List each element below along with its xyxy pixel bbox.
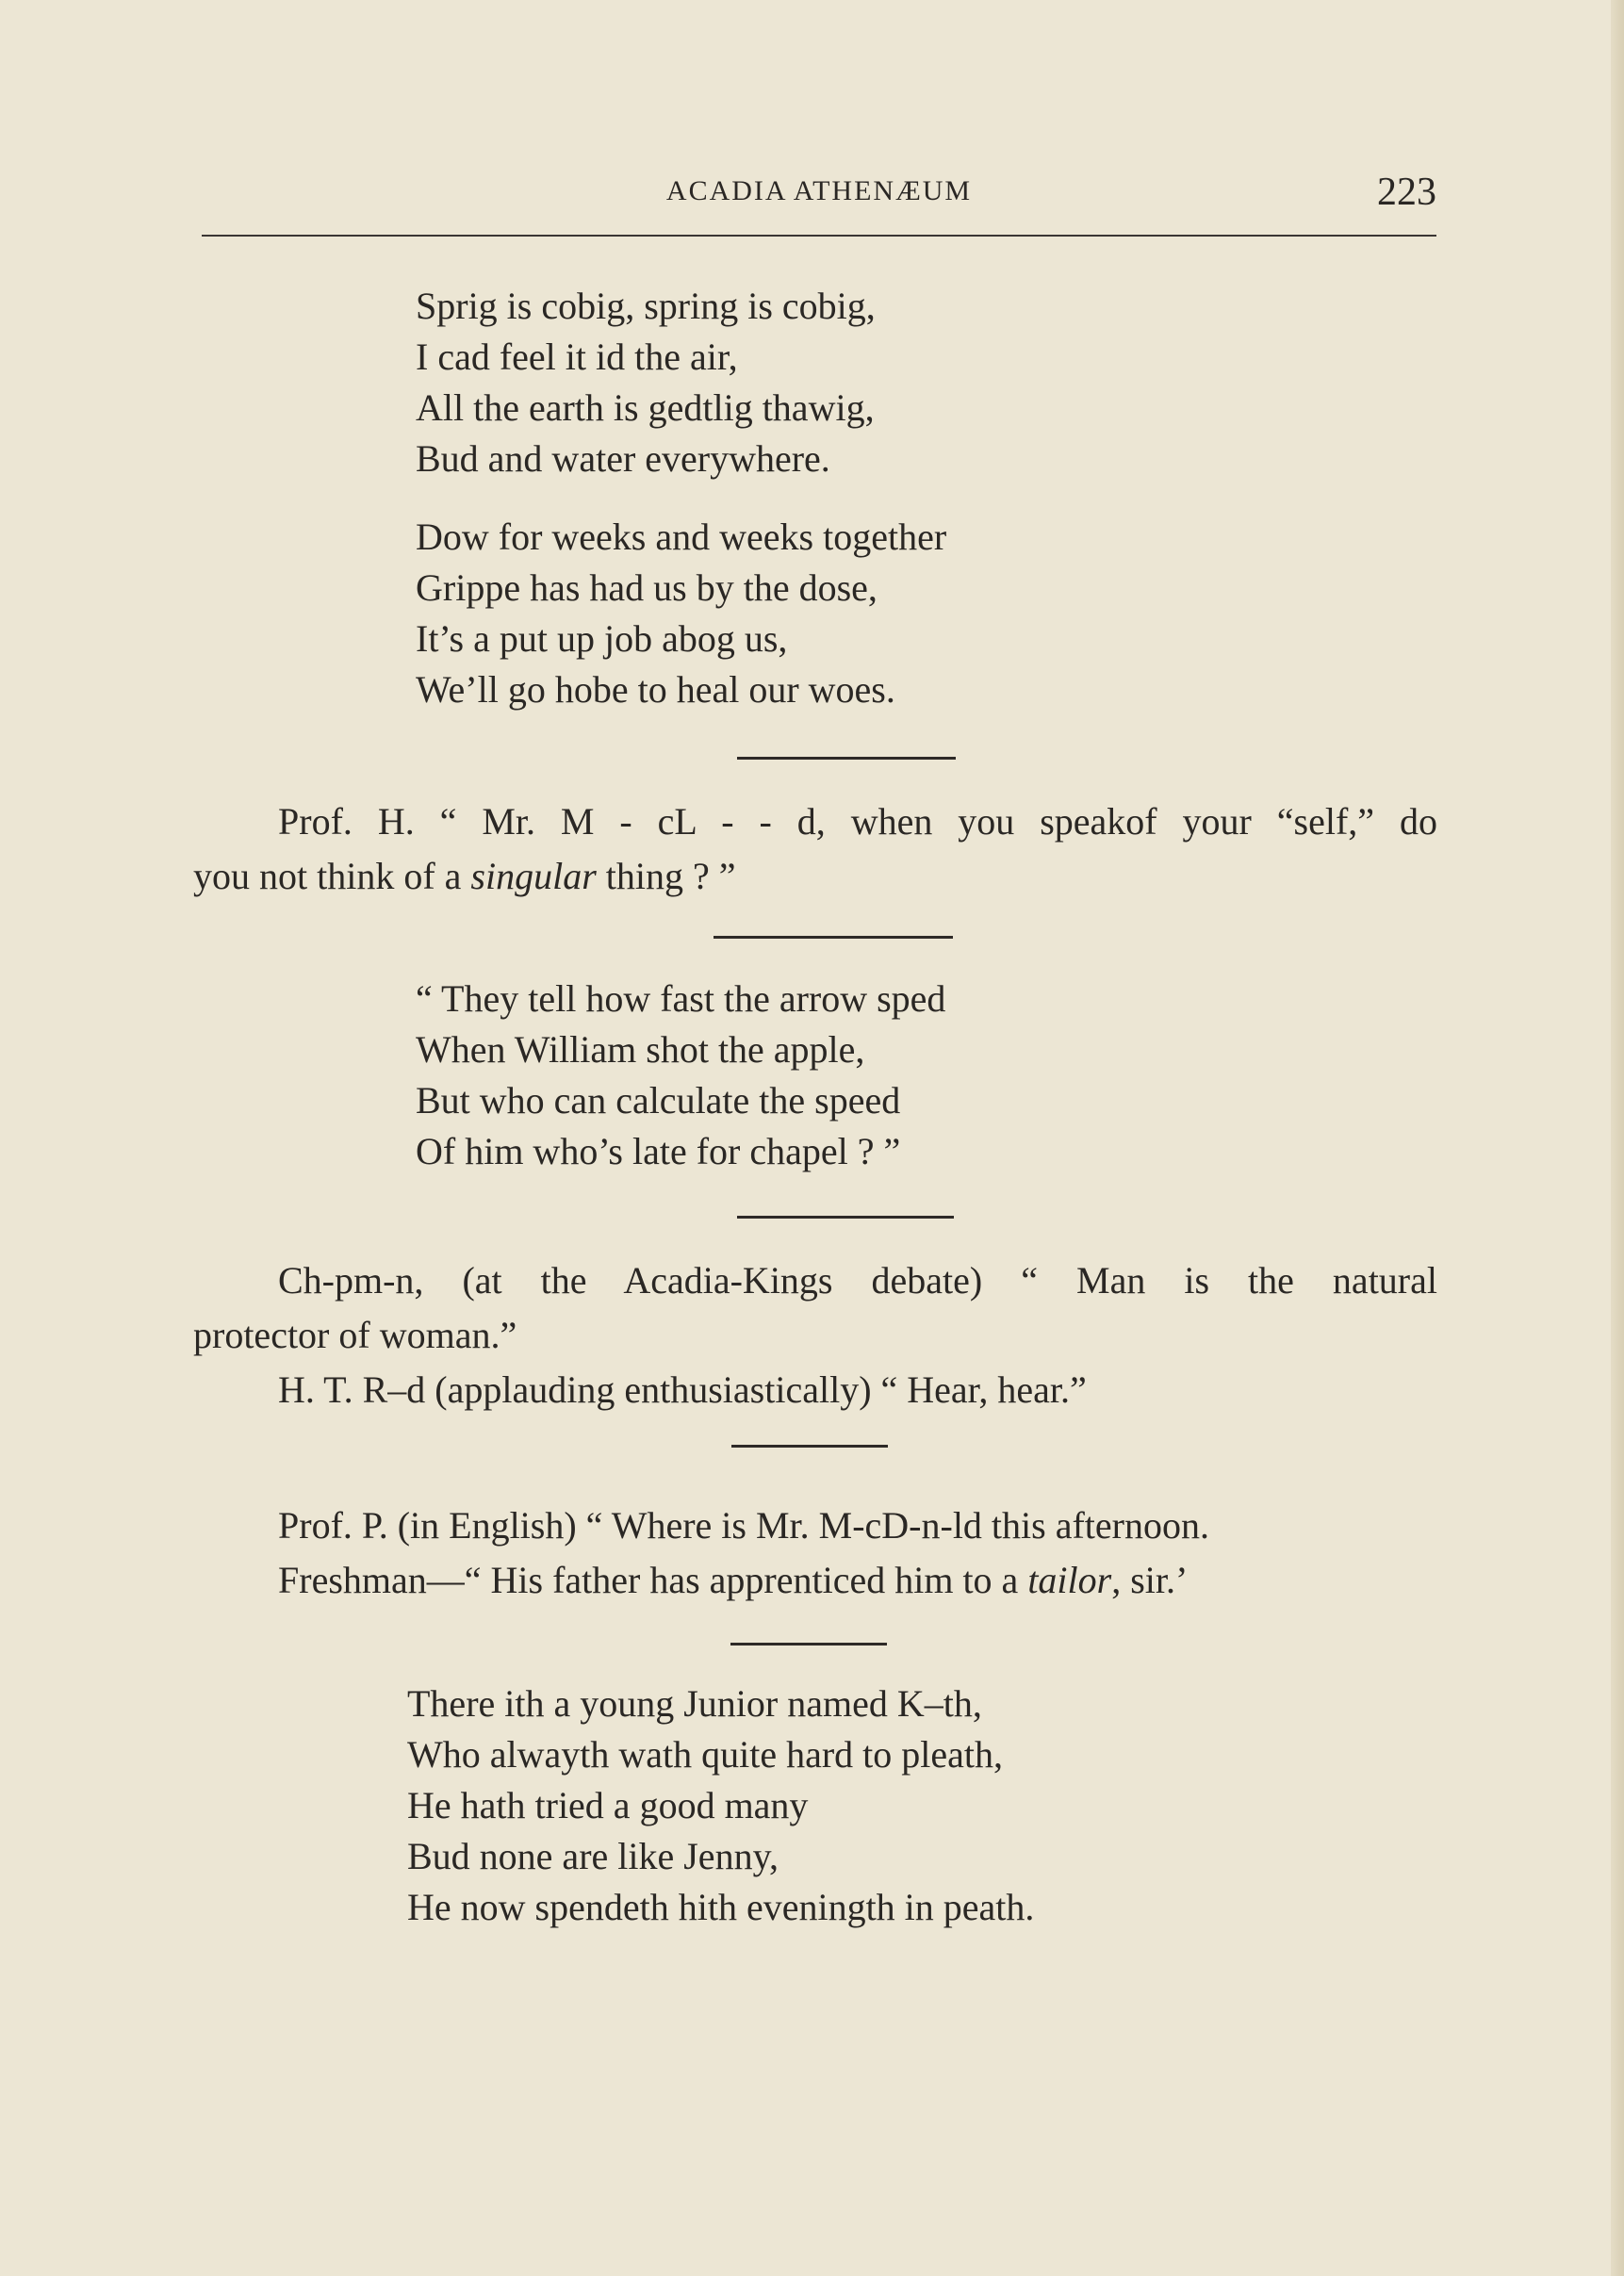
joke-line: H. T. R–d (applauding enthusiastically) “ Hear, hear.” bbox=[278, 1368, 1087, 1411]
joke-text: thing ? ” bbox=[596, 855, 736, 897]
italic-word: tailor bbox=[1027, 1559, 1112, 1601]
joke-line bbox=[193, 849, 1437, 904]
section-divider bbox=[731, 1445, 888, 1448]
section-divider bbox=[714, 936, 953, 939]
verse-line: It’s a put up job abog us, bbox=[416, 617, 788, 660]
verse-line: Grippe has had us by the dose, bbox=[416, 566, 878, 609]
page-number: 223 bbox=[1377, 171, 1436, 214]
header-rule bbox=[202, 235, 1436, 237]
verse-line: All the earth is gedtlig thawig, bbox=[416, 386, 875, 429]
running-title: ACADIA ATHENÆUM bbox=[665, 175, 973, 206]
joke-text: Freshman—“ His father has apprenticed him to a bbox=[278, 1559, 1028, 1601]
section-divider bbox=[737, 757, 956, 760]
joke-text: , sir.’ bbox=[1111, 1559, 1189, 1601]
joke-line bbox=[193, 1553, 1437, 1608]
joke-debate bbox=[193, 1253, 1437, 1417]
joke-line: protector of woman.” bbox=[193, 1314, 517, 1356]
verse-line: We’ll go hobe to heal our woes. bbox=[416, 668, 895, 711]
poem-stanza-grippe bbox=[416, 512, 946, 715]
joke-line: Ch-pm-n, (at the Acadia-Kings debate) “ Man is the natural bbox=[278, 1259, 1437, 1302]
verse-line: Who alwayth wath quite hard to pleath, bbox=[407, 1733, 1004, 1776]
verse-line: He now spendeth hith eveningth in peath. bbox=[407, 1886, 1035, 1928]
limerick bbox=[407, 1678, 1034, 1933]
poem-stanza-arrow bbox=[416, 974, 945, 1177]
verse-line: Bud none are like Jenny, bbox=[407, 1835, 779, 1877]
verse-line: “ They tell how fast the arrow sped bbox=[416, 977, 946, 1020]
joke-prof-p bbox=[193, 1498, 1437, 1608]
section-divider bbox=[737, 1216, 954, 1219]
verse-line: Dow for weeks and weeks together bbox=[416, 516, 947, 558]
verse-line: Of him who’s late for chapel ? ” bbox=[416, 1130, 901, 1172]
verse-line: When William shot the apple, bbox=[416, 1028, 865, 1071]
verse-line: Bud and water everywhere. bbox=[416, 437, 830, 480]
poem-stanza-spring bbox=[416, 281, 876, 484]
joke-text: you not think of a bbox=[193, 855, 471, 897]
verse-line: Sprig is cobig, spring is cobig, bbox=[416, 285, 876, 327]
verse-line: There ith a young Junior named K–th, bbox=[407, 1682, 982, 1725]
running-head bbox=[202, 170, 1436, 226]
verse-line: But who can calculate the speed bbox=[416, 1079, 901, 1122]
joke-line: Prof. H. “ Mr. M - cL - - d, when you speakof your “self,” do bbox=[278, 800, 1437, 843]
italic-word: singular bbox=[470, 855, 597, 897]
section-divider bbox=[730, 1643, 887, 1646]
verse-line: He hath tried a good many bbox=[407, 1784, 809, 1826]
verse-line: I cad feel it id the air, bbox=[416, 336, 738, 378]
page-edge bbox=[1611, 0, 1624, 2276]
joke-line: Prof. P. (in English) “ Where is Mr. M-cD-n-ld this afternoon. bbox=[278, 1504, 1209, 1547]
joke-prof-h bbox=[193, 794, 1437, 904]
